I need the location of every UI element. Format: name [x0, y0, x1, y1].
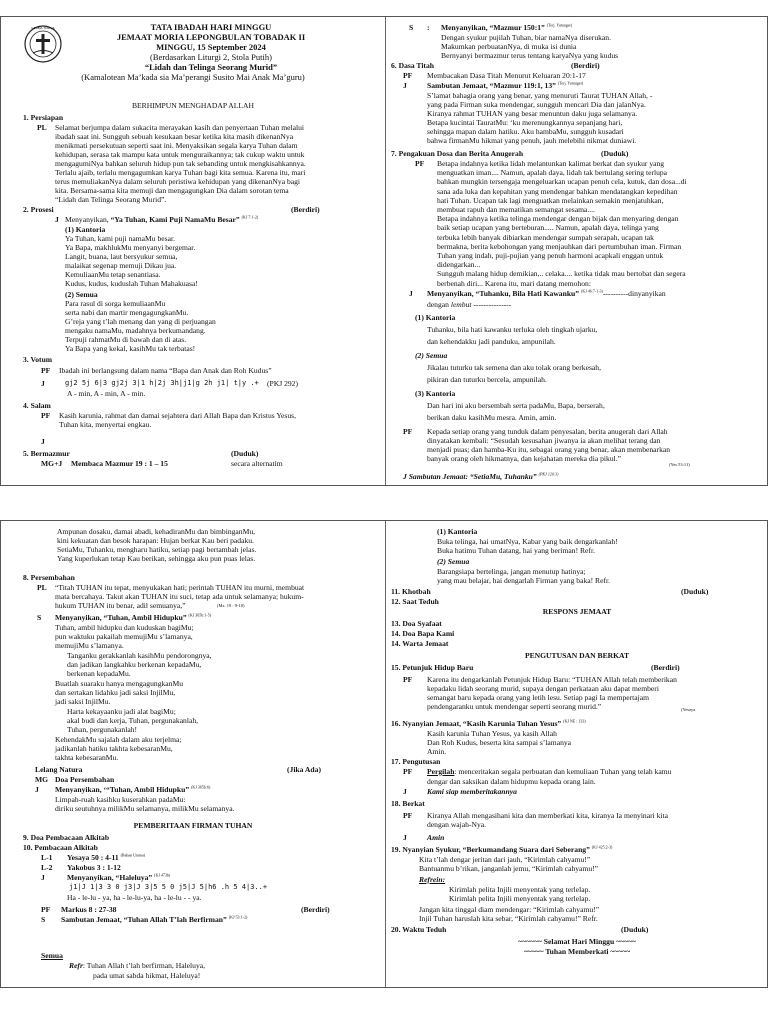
section-nyanyian-jemaat: 16. Nyanyian Jemaat, “Kasih Karunia Tuhan Yesus” $^{(KJ NE : 133)}$ [391, 718, 586, 728]
text-line: berkenan kepadaMu. [67, 669, 131, 678]
text-line: bermakna, berita kebohongan yang menjauhkan dari pertumbuhan iman. Firman [437, 241, 682, 251]
section-berkat: 18. Berkat [391, 799, 425, 808]
text-line: jadikanlah hatiku takhta kebesaranMu, [55, 744, 173, 753]
heading-berhimpun: BERHIMPUN MENGHADAP ALLAH [131, 101, 255, 110]
text-line: Injil Tuhan haruslah kita sebar, “Kirimlah cahyamu!” Refr. [419, 914, 598, 923]
text-line: jadi saksi InjilMu. [55, 697, 111, 706]
dasa-pf: PF [403, 71, 413, 80]
text-line: diriku seutuhnya milikMu selamanya, milikMu selamanya. [55, 804, 235, 813]
header-title: TATA IBADAH HARI MINGGU [150, 22, 272, 32]
section-warta-jemaat: 14. Warta Jemaat [391, 639, 449, 648]
text-line: Jikalau tuturku tak semena dan aku tolak orang berkesah, [427, 363, 601, 372]
kami-siap: Kami siap memberitakannya [427, 787, 517, 796]
text-line: Makumkan perbuatanNya, di muka isi dunia [441, 42, 577, 51]
section-waktu-teduh: 20. Waktu Teduh [391, 925, 447, 934]
reading-yesaya: Yesaya 50 : 4-11 $^{(Bahan Utama)}$ [67, 852, 146, 862]
closing-selamat: ~~~~~~ Selamat Hari Minggu ~~~~~ [518, 937, 636, 946]
header-theme: “Lidah dan Telinga Seorang Murid” [144, 62, 278, 72]
section-pengutusan: 17. Pengutusan [391, 757, 441, 766]
dasa-text: Membacakan Dasa Titah Menurut Keluaran 20:1-17 [427, 71, 586, 80]
berkat-pf: PF [403, 811, 413, 820]
section-persiapan: 1. Persiapan [23, 113, 64, 122]
text-line: Tuhan, pergunakanlah! [67, 725, 138, 734]
text-line: Jangan kita tinggal diam mendengar: “Kirimlah cahyamu!” [419, 905, 600, 914]
section-pengakuan: 7. Pengakuan Dosa dan Berita Anugerah [391, 149, 524, 158]
bermazmur-duduk: (Duduk) [231, 449, 259, 458]
text-line: Amin. [427, 747, 447, 756]
text-line: Tuhanku, bila hati kawanku terluka oleh tingkah ujarku, [427, 325, 598, 334]
br-kantoria1: (1) Kantoria [437, 527, 478, 536]
text-line: malaikat segenap memuji Dikau jua. [65, 261, 177, 270]
text-line: “Titah TUHAN itu tepat, menyukakan hati; perintah TUHAN itu murni, membuat [55, 583, 305, 592]
top-page-panel [0, 16, 768, 486]
ambil-song: Menyanyikan, “Tuhan, Ambil Hidupku” $^{(KJ 365b:1-5)}$ [55, 612, 212, 622]
ambil-s: S [37, 613, 42, 622]
section-prosesi: 2. Prosesi [23, 205, 54, 214]
closing-berkati: ~~~~~ Tuhan Memberkati ~~~~~ [523, 947, 631, 956]
header-theme-toraja: (Kamalotean Ma’kada sia Ma’perangi Susito Mai Anak Ma’guru) [81, 72, 305, 82]
text-line: Kirimlah pelita Injili menyentak yang terlelap. [449, 894, 591, 903]
tuhanku-dengan-lembut: dengan lembut --------------- [427, 300, 512, 309]
text-line: terbuka lebih banyak dibiarkan mendengar sumpah serapah, ucapan tak [437, 232, 654, 242]
text-line: Selamat berjumpa dalam sukacita merayakan kasih dan penyertaan Tuhan melalui [55, 123, 305, 132]
text-line: Ya Bapa yang kekal, kasihMu tak terbatas! [65, 344, 196, 353]
persembahan-ref: (Mz. 19 : 9-10) [217, 603, 245, 608]
text-line: berbenah diri... Karena itu, mari datang memohon: [437, 278, 591, 288]
tuhanku-semua2: (2) Semua [415, 351, 448, 360]
text-line: menguatkan iman.... Namun, apalah daya, lidah tak bertulang sering terlupa [437, 168, 668, 178]
text-line: Dan hari ini aku bersembah serta padaMu, Bapa, berserah, [427, 401, 605, 410]
ambil2-song: Menyanyikan, ‘“Tuhan, Ambil Hidupku” $^{(KJ 365b:6)}$ [55, 784, 211, 794]
votum-music-notation: gj2 5j 6|3 gj2j 3|1 h|2j 3h|j1|g 2h j1| t|y .+ [65, 379, 259, 387]
text-line: Terlalu ajaib, terlalu mengagumkan karya Tuhan bagi kita semua. Karena itu, mari [55, 168, 306, 177]
text-line: sana ada luka dan kepahitan yang mendengar bahkan mendatangkan kepedihan [437, 186, 678, 196]
waktu-teduh-duduk: (Duduk) [621, 925, 649, 934]
petunjuk-ref: (Yesaya [681, 707, 696, 712]
bermazmur-mgj: MG+J [41, 459, 63, 468]
text-line: Tuhan kita, menyertai engkau. [59, 420, 152, 429]
text-line: Ya Bapa, makhlukMu menyanyi bergemar. [65, 243, 196, 252]
text-line: kepadaku lidah seorang murid, supaya dengan perkataan aku dapat memberi [427, 684, 659, 693]
text-line: hati Tuhan. Ucapan tak lagi menguatkan melainkan semakin menjatuhkan, [437, 195, 664, 205]
role-j: J [55, 215, 59, 224]
bermazmur-text: Membaca Mazmur 19 : 1 – 15 [71, 459, 168, 468]
text-line: Harta kekayaanku jadi alat bagiMu; [67, 707, 176, 716]
berita-ref: (Yes 53:11) [669, 462, 690, 467]
salam-j: J [41, 437, 45, 446]
reading-markus: Markus 8 : 27-38 [61, 905, 117, 914]
text-line: KehendakMu sajalah dalam aku terjelma; [55, 735, 182, 744]
doa-persembahan: Doa Persembahan [55, 775, 115, 784]
text-line: kehidupan, serasa tak mampu kata untuk menguraikannya; tak cukup waktu untuk [55, 150, 305, 159]
text-line: semangat baru kepada orang yang letih lesu. Setiap pagi Ia mempertajam [427, 693, 650, 702]
section-bermazmur: 5. Bermazmur [23, 449, 70, 458]
text-line: Terpuji rahmatMu di bawah dan di atas. [65, 335, 187, 344]
text-line: mengagumiNya bahkan seluruh hidup pun tak sebanding untuk mengkisahkannya. [55, 159, 306, 168]
text-line: Kirimlah pelita Injili menyentak yang terlelap. [449, 885, 591, 894]
text-line: bahkan mungkin tersengaja mengeluarkan ucapan penuh cela, kutuk, dan dosa...di [437, 177, 687, 187]
text-line: ibadah saat ini. Sungguh sebuah kesukaan besar ketika kita masih dikenanNya [55, 132, 294, 141]
text-line: serta nabi dan martir mengagungkanMu. [65, 308, 189, 317]
section-dasa-titah: 6. Dasa Titah [391, 61, 434, 70]
dasa-j: J [403, 81, 407, 90]
section-pembacaan: 10. Pembacaan Alkitab [23, 843, 98, 852]
text-line: Ya Tuhan, kami puji namaMu besar. [65, 234, 175, 243]
tuhanku-j: J [409, 289, 413, 298]
lelang-natura: Lelang Natura [35, 765, 83, 774]
text-line: dinyatakan kembali: “Sesudah kesusahan jiwanya ia akan melihat terang dan [427, 436, 661, 445]
tuhanku-kantoria1: (1) Kantoria [415, 313, 456, 322]
text-line: yang mau belajar, hai dengarlah Firman yang baka! Refr. [437, 576, 611, 585]
text-line: Kiranya rahmat TUHAN yang besar menuntun daku juga selamanya. [427, 109, 638, 118]
votum-ref: (PKJ 292) [267, 379, 299, 388]
pengutusan-pf: PF [403, 767, 413, 776]
text-line: dengan wajah-Nya. [427, 820, 487, 829]
text-line: pendengaranku untuk mendengar seperti seorang murid.” [427, 702, 602, 711]
text-line: Dengan syukur pujilah Tuhan, biar namaNya diserukan. [441, 33, 611, 42]
gereja-toraja-seal-icon [23, 23, 63, 65]
header-date: MINGGU, 15 September 2024 [156, 42, 266, 52]
prosesi-song: Menyanyikan, “Ya Tuhan, Kami Puji NamaMu Besar” $^{(KJ 7:1-2)}$ [65, 214, 259, 224]
section-doa-bapa-kami: 14. Doa Bapa Kami [391, 629, 455, 638]
text-line: Betapa indahnya ketika telinga mendengar dengan bijak dan menyaring dengan [437, 214, 679, 224]
section-salam: 4. Salam [23, 401, 51, 410]
sambutan-allah: Sambutan Jemaat, “Tuhan Allah T’lah Berfirman” $^{(KJ 53:1-2)}$ [61, 914, 248, 924]
text-line: takhta kebesaranMu. [55, 753, 119, 762]
text-line: Bantuanmu b’rikan, janganlah jemu, “Kirimlah cahyamu!” [419, 864, 599, 873]
votum-text: Ibadah ini berlangsung dalam nama “Bapa dan Anak dan Roh Kudus” [59, 366, 272, 375]
bottom-page-panel [0, 520, 768, 988]
section-nyanyian-syukur: 19. Nyanyian Syukur, “Berkumandang Suara dari Seberang” $^{(KJ 425:2-3)}$ [391, 844, 613, 854]
khotbah-duduk: (Duduk) [681, 587, 709, 596]
text-line: Betapa indahnya ketika lidah melantunkan kalimat berkat dan syukur yang [437, 159, 665, 168]
prosesi-kantoria: (1) Kantoria [65, 225, 106, 234]
text-line: Kiranya Allah mengasihani kita dan memberkati kita, kiranya Ia menyinari kita [427, 811, 669, 820]
text-line: bahwa firmanMu hikmat yang penuh, jauh melebihi nikmat duniawi. [427, 136, 637, 145]
persembahan-pl: PL [37, 583, 47, 592]
haleluya-music-notation: j1|J 1|3 3 0 j3|J 3|5 5 0 j5|J 5|h6 .h 5 4|3..+ [69, 883, 268, 891]
mazmur-s-label: S [409, 23, 414, 32]
svg-text:GEREJA TORAJA: GEREJA TORAJA [31, 26, 55, 30]
allah-s: S [41, 915, 46, 924]
text-line: baik setiap ucapan yang berteburan..... Namun, apalah daya, telinga yang [437, 223, 659, 233]
text-line: SetiaMu, Tuhanku, mengharu hatiku, setiap pagi bertambah jelas. [57, 545, 257, 554]
text-line: KemuliaanMu tetap senantiasa. [65, 270, 161, 279]
reading-l1: L-1 [41, 853, 53, 862]
header-liturgy: (Berdasarkan Liturgi 2, Stola Putih) [150, 52, 272, 62]
text-line: dan jadikan langkahku berkenan kepadaMu, [67, 660, 202, 669]
doa-persembahan-mg: MG [35, 775, 49, 784]
dasa-sambutan: Sambutan Jemaat, “Mazmur 119:1, 13” $^{(Terj. Yamuger)}$ [427, 80, 584, 90]
text-line: memujiMu s’lamanya. [55, 641, 124, 650]
text-line: berikan daku kasihMu mesra. Amin, amin. [427, 413, 557, 422]
salam-pf: PF [41, 411, 51, 420]
markus-berdiri: (Berdiri) [301, 905, 330, 914]
text-line: Kepada setiap orang yang tunduk dalam penyesalan, berita anugerah dari Allah [427, 427, 668, 436]
mazmur-song: Menyanyikan, “Mazmur 150:1” $^{(Terj. Yamuger)}$ [441, 22, 573, 32]
text-line: didengarkan... [437, 260, 481, 270]
reading-yakobus: Yakobus 3 : 1-12 [67, 863, 121, 872]
text-line: terus memuliakanNya dalam seluruh peristiwa kehidupan yang dikenanNya bagi [55, 177, 301, 186]
br-semua2: (2) Semua [437, 557, 470, 566]
text-line: kita. Bersama-sama kita memuji dan mengagungkan Dia dalam sorotan tema [55, 186, 289, 195]
section-saat-teduh: 12. Saat Teduh [391, 597, 439, 606]
text-line: dan sertakan lidahku jadi saksi InjilMu, [55, 688, 176, 697]
text-line: G’reja yang t’lah menang dan yang di perjuangan [65, 317, 216, 326]
haleluya-song: Menyanyikan, “Haleluya” $^{(KJ 473b)}$ [67, 872, 171, 882]
text-line: pikiran dan tuturku bercela, ampunilah. [427, 375, 547, 384]
haleluya-lyric: Ha - le-lu - ya, ha - le-lu-ya, ha - le-lu - - ya. [67, 893, 202, 902]
text-line: Ampunan dosaku, damai abadi, kehadiranMu dan bimbinganMu, [57, 527, 256, 536]
section-doa-pembacaan: 9. Doa Pembacaan Alkitab [23, 833, 110, 842]
text-line: S’lamat bahagia orang yang benar, yang menuruti Taurat TUHAN Allah, - [427, 91, 653, 100]
pengakuan-duduk: (Duduk) [601, 149, 629, 158]
text-line: Dan Roh Kudus, beserta kita sampai s’lamanya [427, 738, 572, 747]
heading-pemberitaan: PEMBERITAAN FIRMAN TUHAN [133, 821, 253, 830]
bermazmur-tail: secara alternatim [231, 459, 283, 468]
text-line: mengaku namaMu, madahnya berkumandang. [65, 326, 206, 335]
text-line: Kita t’lah dengar jeritan dari jauh, “Kirimlah cahyamu!” [419, 855, 591, 864]
text-line: hukum TUHAN itu benar, adil semuanya,” [55, 601, 186, 610]
text-line: pun waktuku pakailah memujiMu s’lamanya, [55, 632, 193, 641]
text-line: Yang kuperlukan tetap Kau berikan, sehingga aku pun puas lelas. [57, 554, 256, 563]
votum-lyric: A - min, A - min, A - min. [67, 389, 146, 398]
text-line: Langit, buana, laut bersyukur semua, [65, 252, 178, 261]
text-line: banyak orang oleh hikmatnya, dan kejahatan mereka dia pikul.” [427, 454, 621, 463]
text-line: sehingga mapan dalam hatiku. Aku hambaMu, sungguh kusadari [427, 127, 624, 136]
pengakuan-pf: PF [415, 159, 425, 168]
prosesi-berdiri: (Berdiri) [291, 205, 320, 214]
text-line: Kasih karunia Tuhan Yesus, ya kasih Allah [427, 729, 557, 738]
text-line: Buka hatimu Tuhan datang, hai yang beriman! Refr. [437, 546, 595, 555]
petunjuk-pf: PF [403, 675, 413, 684]
text-line: Karena itu dengarkanlah Petunjuk Hidup Baru: “TUHAN Allah telah memberikan [427, 675, 677, 684]
text-line: mata bercahaya. Takut akan TUHAN itu suci, tetap ada untuk selamanya; hukum- [55, 592, 304, 601]
text-line: Tuhan, ambil hidupku dan kuduskan bagiMu; [55, 623, 194, 632]
votum-j: J [41, 379, 45, 388]
dasa-berdiri: (Berdiri) [571, 61, 600, 70]
pengutusan-j: J [403, 787, 407, 796]
sambutan-setia: J Sambutan Jemaat: “SetiaMu, Tuhanku” $^{(PKJ 120:3)}$ [403, 471, 559, 481]
refrein-label: Refrein: [419, 875, 446, 884]
text-line: Tanganku gerakkanlah kasihMu pendorongnya, [67, 651, 212, 660]
text-line: Buatlah suaraku hanya mengagungkanMu [55, 679, 184, 688]
text-line: akal budi dan kerja, Tuhan, pergunakanlah, [67, 716, 199, 725]
prosesi-semua: (2) Semua [65, 290, 98, 299]
markus-pf: PF [41, 905, 51, 914]
ambil2-j: J [35, 785, 39, 794]
text-line: Kasih karunia, rahmat dan damai sejahtera dari Allah Bapa dan Kristus Yesus, [59, 411, 297, 420]
mazmur-colon: : [427, 23, 430, 32]
heading-respons: RESPONS JEMAAT [542, 607, 612, 616]
text-line: Betapa kucintai TauratMu: ‘ku merenungkannya sepanjang hari, [427, 118, 623, 127]
berita-pf: PF [403, 427, 413, 436]
text-line: Para rasul di sorga kemuliaanMu [65, 299, 166, 308]
section-petunjuk: 15. Petunjuk Hidup Baru [391, 663, 474, 672]
reading-l2: L-2 [41, 863, 53, 872]
berkat-j: J [403, 833, 407, 842]
text-line: Barangsiapa bertelinga, jangan menutup hatinya; [437, 567, 586, 576]
votum-pf: PF [41, 366, 51, 375]
semua-label: Semua [41, 951, 63, 960]
bottom-column-divider [385, 521, 386, 987]
text-line: Buka telinga, hai umatNya, Kabar yang baik dengarkanlah! [437, 537, 618, 546]
berkat-amin: Amin [427, 833, 445, 842]
section-doa-syafaat: 13. Doa Syafaat [391, 619, 442, 628]
top-column-divider [385, 17, 386, 485]
pengutusan-line1: Pergilah: menceritakan segala perbuatan dan kemuliaan Tuhan yang telah kamu [427, 767, 672, 776]
text-line: menikmati persekutuan seperti saat ini. Menyaksikan segala karya Tuhan dalam [55, 141, 298, 150]
text-line: menjadi puas; dan hamba-Ku itu, sebagai orang yang benar, akan membenarkan [427, 445, 671, 454]
text-line: “Lidah dan Telinga Seorang Murid”. [55, 195, 167, 204]
text-line: Sungguh malang hidup demikian,.. celaka.... ketika tidak mau bertobat dan segera [437, 269, 686, 279]
header-congregation: JEMAAT MORIA LEPONGBULAN TOBADAK II [116, 32, 306, 42]
tuhanku-song: Menyanyikan, “Tuhanku, Bila Hati Kawanku” $^{(KJ 46:7-1-3)}$----------dinyanyikan [427, 288, 666, 298]
section-khotbah: 11. Khotbah [391, 587, 431, 596]
text-line: Limpah-ruah kasihku kuserahkan padaMu: [55, 795, 186, 804]
refr-line1: Refr: Tuhan Allah t’lah berfirman, Haleluya, [69, 961, 206, 970]
text-line: Tuhan yang indah, puji-pujian yang penuh harmoni acapkali enggan untuk [437, 251, 664, 260]
text-line: Bernyanyi bermazmur terus tentang karyaNya yang kudus [441, 51, 619, 60]
heading-pengutusan: PENGUTUSAN DAN BERKAT [524, 651, 630, 660]
section-persembahan: 8. Persembahan [23, 573, 75, 582]
section-votum: 3. Votum [23, 355, 53, 364]
haleluya-j: J [41, 873, 45, 882]
pengutusan-line2: dengar dan saksikan dalam hidupmu kepada orang lain. [427, 777, 596, 786]
text-line: kini kekuatan dan besok harapan: Hujan berkat Kau beri padaku. [57, 536, 254, 545]
text-line: Kudus, kudus, kuduslah Tuhan Mahakuasa! [65, 279, 198, 288]
role-pl: PL [37, 123, 47, 132]
text-line: yang pada Firman suka mendengar, sungguh mencari Dia dan jalanNya. [427, 100, 646, 109]
text-line: dan kehendakku jadi panduku, ampunilah. [427, 337, 556, 346]
tuhanku-kantoria3: (3) Kantoria [415, 389, 456, 398]
lelang-jika-ada: (Jika Ada) [287, 765, 321, 774]
refr-line2: pada umat sabda hikmat, Haleluya! [93, 971, 201, 980]
text-line: membuat rapuh dan mematikan semangat sesama.... [437, 205, 595, 214]
petunjuk-berdiri: (Berdiri) [651, 663, 680, 672]
